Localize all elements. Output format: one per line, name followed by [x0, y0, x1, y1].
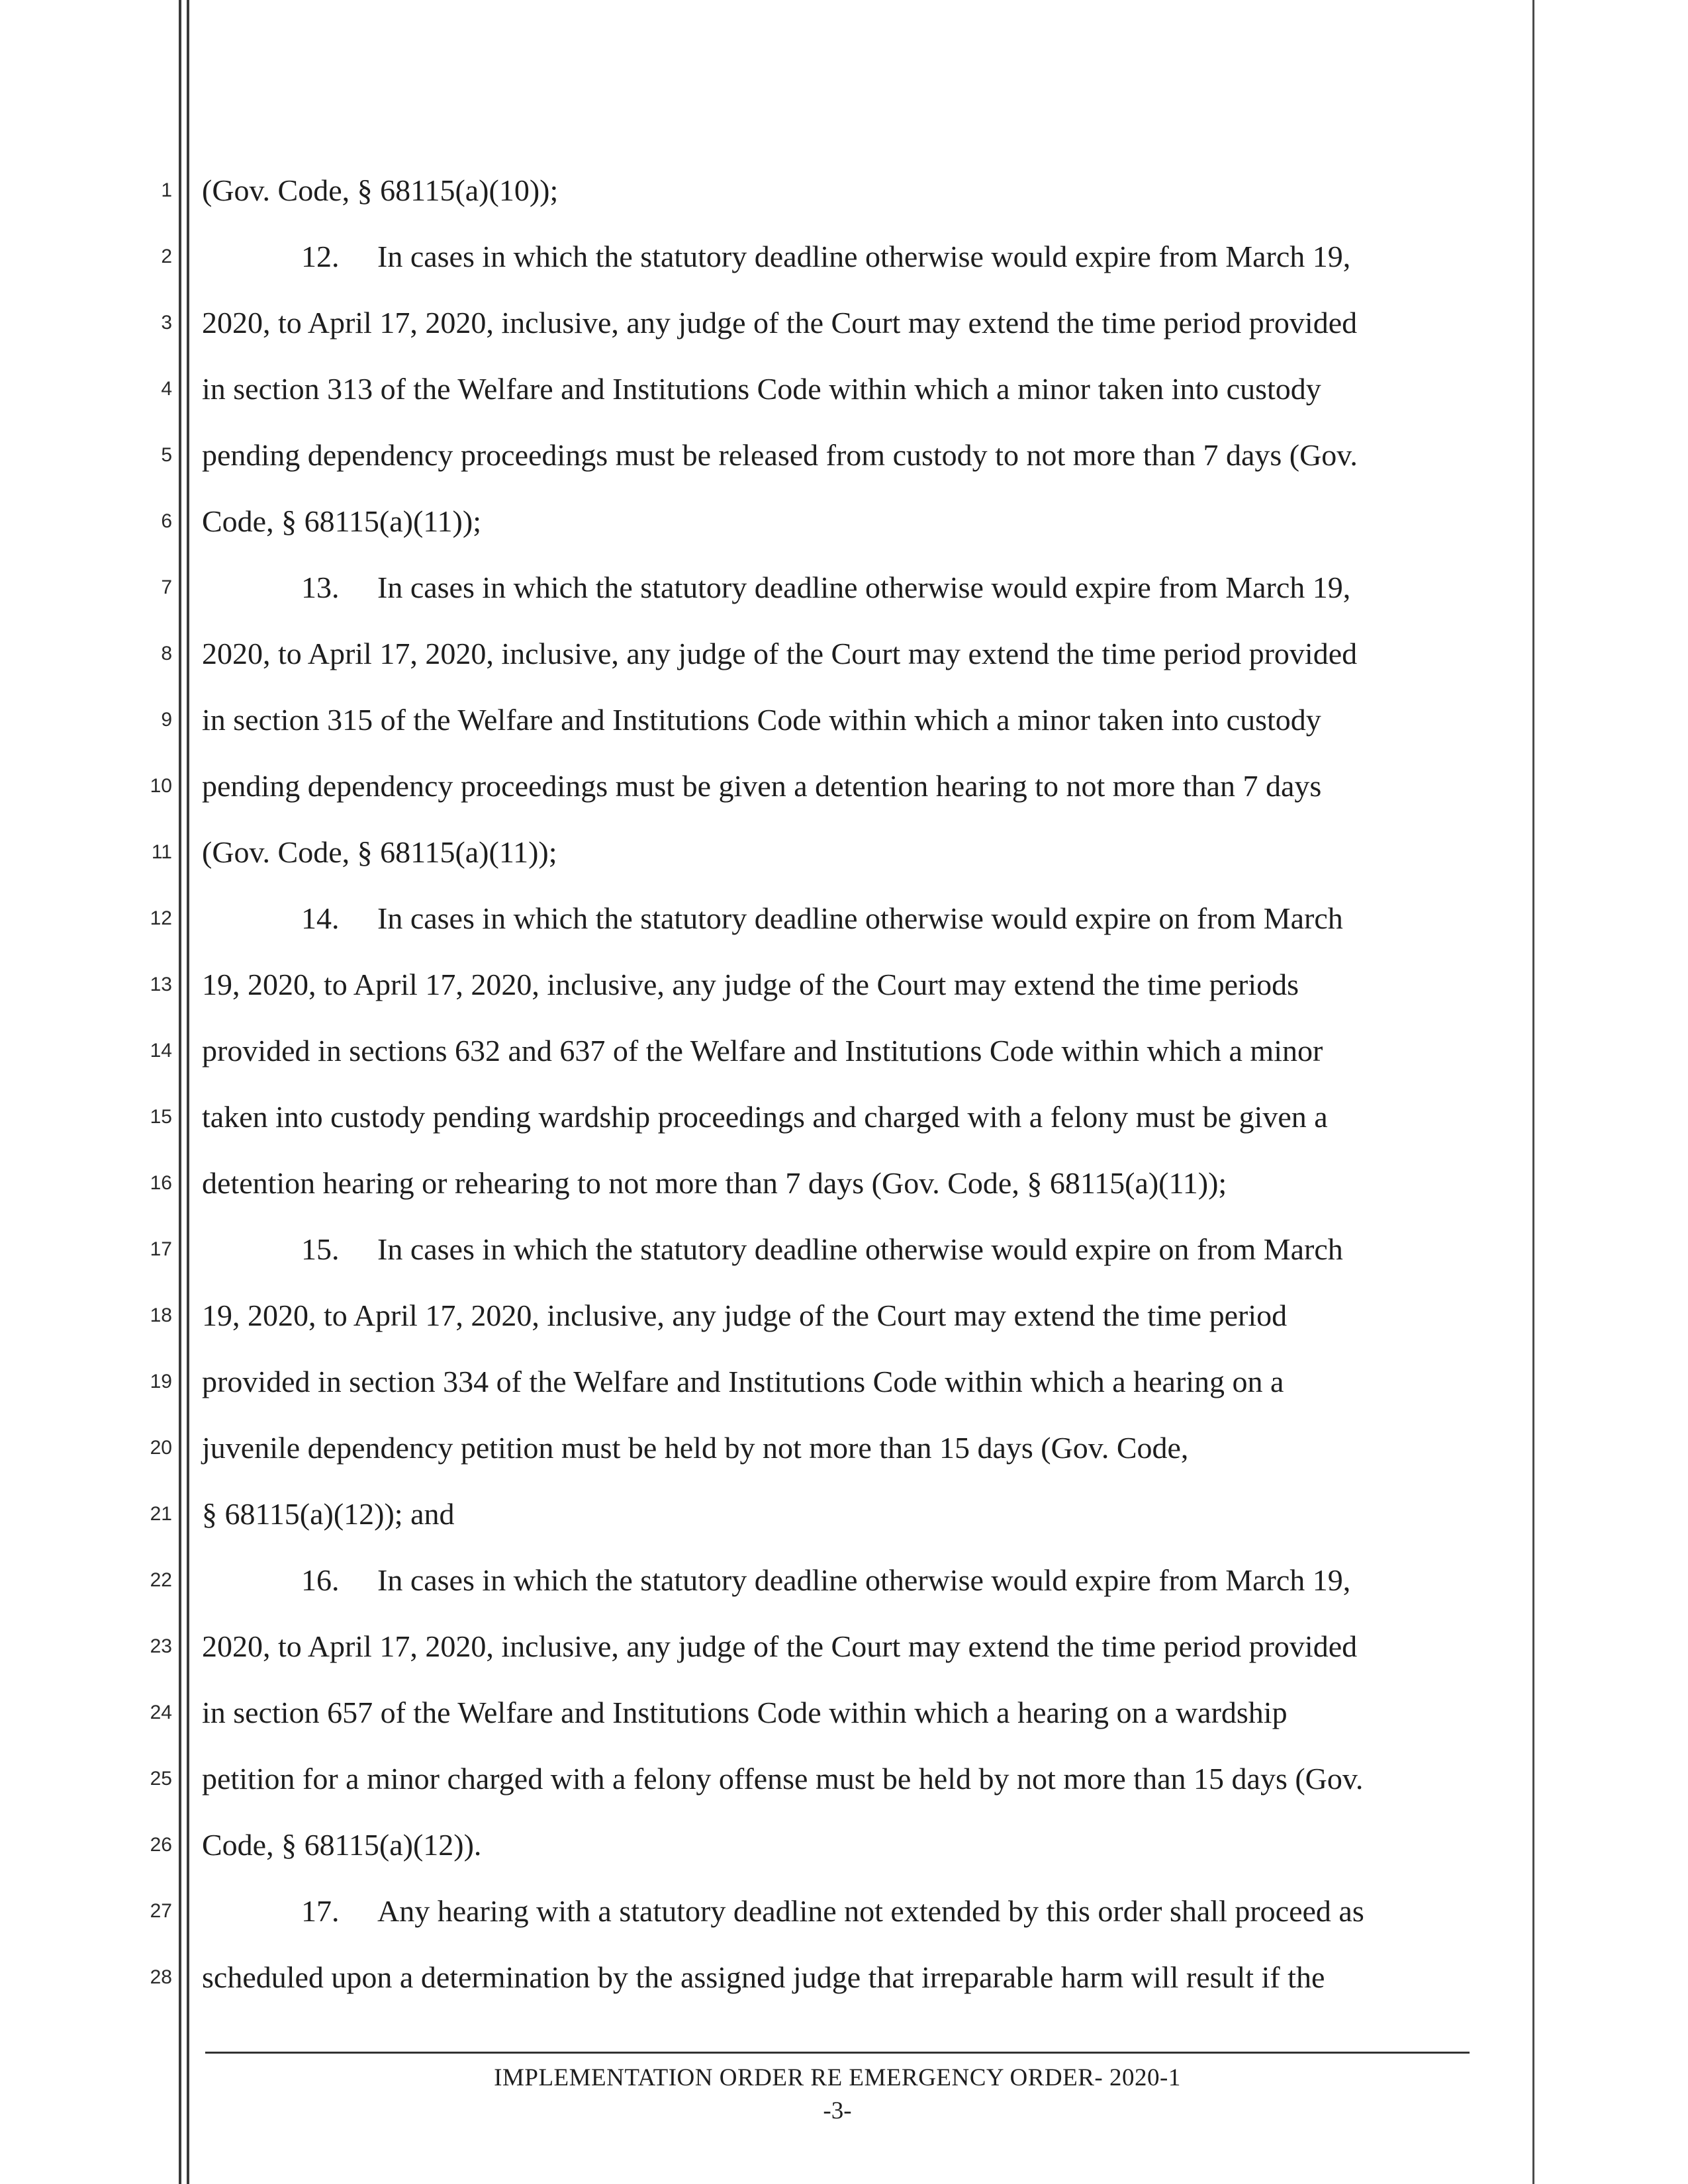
paragraph-17-first-line: 17. Any hearing with a statutory deadline not extended by this order shall proceed as — [301, 1891, 1364, 1931]
line-number: 11 — [151, 841, 172, 863]
line-number: 28 — [150, 1966, 172, 1988]
line-number: 18 — [150, 1304, 172, 1326]
left-margin-rule-inner — [187, 0, 189, 2184]
footer-document-title: IMPLEMENTATION ORDER RE EMERGENCY ORDER- 2020-1 — [494, 2064, 1181, 2091]
paragraph-number: 14. — [301, 901, 340, 935]
text-line: petition for a minor charged with a felony offense must be held by not more than 15 days (Gov. — [202, 1762, 1364, 1796]
line-number: 16 — [150, 1172, 172, 1194]
line-number: 24 — [150, 1702, 172, 1723]
footer-divider — [205, 2052, 1470, 2054]
text-line: Code, § 68115(a)(12)). — [202, 1828, 482, 1862]
text-line: in section 315 of the Welfare and Institutions Code within which a minor taken into custody — [202, 703, 1321, 737]
text-line: 2020, to April 17, 2020, inclusive, any judge of the Court may extend the time period provided — [202, 1629, 1358, 1663]
text-line: taken into custody pending wardship proceedings and charged with a felony must be given a — [202, 1100, 1328, 1134]
line-number: 17 — [150, 1238, 172, 1260]
paragraph-number: 16. — [301, 1563, 340, 1597]
paragraph-number: 15. — [301, 1232, 340, 1266]
line-number: 13 — [150, 974, 172, 995]
line-number: 6 — [161, 510, 172, 532]
line-number: 26 — [150, 1834, 172, 1856]
text-line: pending dependency proceedings must be given a detention hearing to not more than 7 days — [202, 769, 1322, 803]
text-line: juvenile dependency petition must be held by not more than 15 days (Gov. Code, — [202, 1431, 1189, 1465]
paragraph-13-first-line: 13. In cases in which the statutory deadline otherwise would expire from March 19, — [301, 568, 1350, 608]
line-number: 25 — [150, 1768, 172, 1790]
line-number: 9 — [161, 709, 172, 731]
line-number: 22 — [150, 1569, 172, 1591]
paragraph-number: 12. — [301, 240, 340, 273]
text-line: scheduled upon a determination by the assigned judge that irreparable harm will result if the — [202, 1960, 1325, 1994]
right-margin-rule — [1532, 0, 1534, 2184]
line-number: 4 — [161, 378, 172, 400]
line-number: 1 — [161, 179, 172, 201]
text-line: 19, 2020, to April 17, 2020, inclusive, any judge of the Court may extend the time periods — [202, 968, 1299, 1001]
text-line: in section 313 of the Welfare and Institutions Code within which a minor taken into custody — [202, 372, 1321, 406]
line-number: 3 — [161, 312, 172, 334]
line-number: 5 — [161, 444, 172, 466]
paragraph-15-first-line: 15. In cases in which the statutory deadline otherwise would expire on from March — [301, 1230, 1343, 1269]
paragraph-16-first-line: 16. In cases in which the statutory deadline otherwise would expire from March 19, — [301, 1561, 1350, 1600]
text-line: pending dependency proceedings must be released from custody to not more than 7 days (Gov. — [202, 438, 1358, 472]
text-line: in section 657 of the Welfare and Institutions Code within which a hearing on a wardship — [202, 1696, 1288, 1729]
text-line: 19, 2020, to April 17, 2020, inclusive, any judge of the Court may extend the time period — [202, 1298, 1288, 1332]
paragraph-12-first-line: 12. In cases in which the statutory deadline otherwise would expire from March 19, — [301, 237, 1350, 277]
text-line: § 68115(a)(12)); and — [202, 1497, 455, 1531]
text-line: (Gov. Code, § 68115(a)(11)); — [202, 835, 557, 869]
line-number: 20 — [150, 1437, 172, 1459]
line-number: 12 — [150, 907, 172, 929]
line-number: 15 — [150, 1106, 172, 1128]
line-number: 7 — [161, 576, 172, 598]
paragraph-14-first-line: 14. In cases in which the statutory deadline otherwise would expire on from March — [301, 899, 1343, 938]
line-number: 27 — [150, 1900, 172, 1922]
line-number: 10 — [150, 775, 172, 797]
line-number: 14 — [150, 1040, 172, 1062]
text-line: provided in sections 632 and 637 of the Welfare and Institutions Code within which a minor — [202, 1034, 1323, 1068]
text-line: 2020, to April 17, 2020, inclusive, any judge of the Court may extend the time period provided — [202, 637, 1358, 670]
text-line: 2020, to April 17, 2020, inclusive, any judge of the Court may extend the time period provided — [202, 306, 1358, 340]
footer-page-number: -3- — [823, 2097, 852, 2124]
paragraph-number: 13. — [301, 570, 340, 604]
paragraph-number: 17. — [301, 1894, 340, 1928]
line-number: 2 — [161, 246, 172, 267]
line-number: 23 — [150, 1635, 172, 1657]
line-number: 19 — [150, 1371, 172, 1392]
left-margin-rule-outer — [179, 0, 181, 2184]
text-line: (Gov. Code, § 68115(a)(10)); — [202, 173, 559, 207]
text-line: Code, § 68115(a)(11)); — [202, 504, 481, 538]
line-number: 21 — [150, 1503, 172, 1525]
text-line: detention hearing or rehearing to not more than 7 days (Gov. Code, § 68115(a)(11)); — [202, 1166, 1227, 1200]
text-line: provided in section 334 of the Welfare and Institutions Code within which a hearing on a — [202, 1365, 1284, 1398]
line-number: 8 — [161, 643, 172, 664]
